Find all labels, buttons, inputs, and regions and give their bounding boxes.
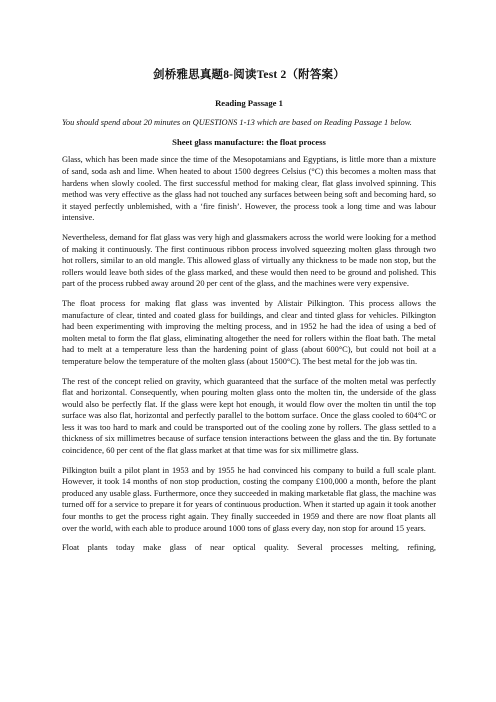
paragraph-2: Nevertheless, demand for flat glass was very high and glassmakers across the world were looking for a method of making it continuously. The first continuous ribbon process involved squeezing molten glass through two hot rollers, similar to an old mangle. This allowed glass of virtually any thickness to be made non stop, but the rollers would leave both sides of the glass marked, and these would then need to be ground and polished. This part of the process rubbed away around 20 per cent of the glass, and the machines were very expensive. [62, 232, 436, 289]
paragraph-5: Pilkington built a pilot plant in 1953 and by 1955 he had convinced his company to build a full scale plant. However, it took 14 months of non stop production, costing the company £100,000 a month, before the plant produced any usable glass. Furthermore, once they succeeded in making marketable flat glass, the machine was turned off for a service to prepare it for years of continuous production. When it started up again it took another four months to get the process right again. They finally succeeded in 1959 and there are now float plants all over the world, with each able to produce around 1000 tons of glass every day, non stop for around 15 years. [62, 465, 436, 533]
section-title: Sheet glass manufacture: the float process [172, 137, 326, 148]
paragraph-1: Glass, which has been made since the time of the Mesopotamians and Egyptians, is little more than a mixture of sand, soda ash and lime. When heated to about 1500 degrees Celsius (°C) this becomes a molten mass that hardens when slowly cooled. The first successful method for making clear, flat glass involved spinning. This method was very effective as the glass had not touched any surfaces between being soft and becoming hard, so it stayed perfectly unblemished, with a ‘fire finish’. However, the process took a long time and was labour intensive. [62, 155, 436, 223]
paragraph-4: The rest of the concept relied on gravity, which guaranteed that the surface of the molten metal was perfectly flat and horizontal. Consequently, when pouring molten glass onto the molten tin, the underside of the glass would also be perfectly flat. If the glass were kept hot enough, it would flow over the molten tin until the top surface was also flat, horizontal and perfectly parallel to the bottom surface. Once the glass cooled to 604°C or less it was too hard to mark and could be transported out of the cooling zone by rollers. The glass settled to a thickness of six millimetres because of surface tension interactions between the glass and the tin. By fortunate coincidence, 60 per cent of the flat glass market at that time was for six millimetre glass. [62, 376, 436, 456]
document-title: 剑桥雅思真题8-阅读Test 2（附答案） [153, 69, 345, 81]
paragraph-3: The float process for making flat glass was invented by Alistair Pilkington. This process allows the manufacture of clear, tinted and coated glass for buildings, and clear and tinted glass for vehicles. Pilkington had been experimenting with improving the melting process, and in 1952 he had the idea of using a bed of molten metal to form the flat glass, eliminating altogether the need for rollers within the float bath. The metal had to melt at a temperature less than the hardening point of glass (about 600°C), but could not boil at a temperature below the temperature of the molten glass (about 1500°C). The best metal for the job was tin. [62, 298, 436, 366]
paragraph-6: Float plants today make glass of near optical quality. Several processes melting, refining, [62, 543, 436, 553]
passage-heading: Reading Passage 1 [215, 98, 283, 108]
instructions-text: You should spend about 20 minutes on QUESTIONS 1-13 which are based on Reading Passage 1 below. [62, 118, 412, 127]
